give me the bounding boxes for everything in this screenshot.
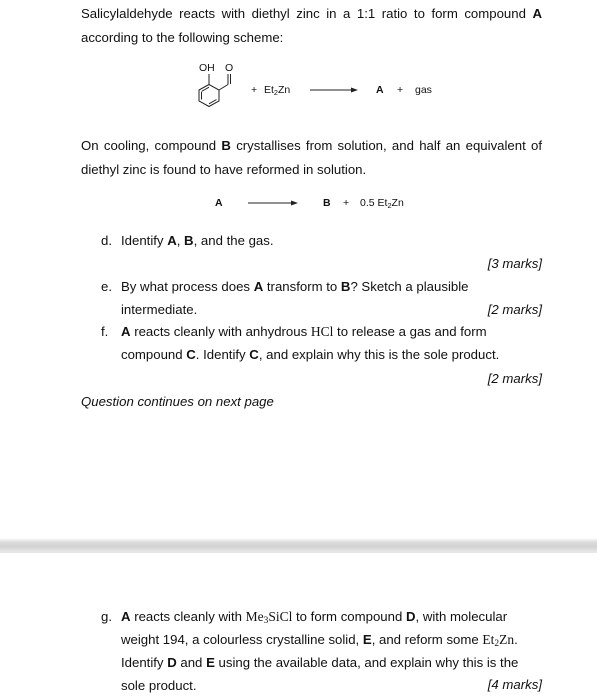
- product-b: B: [323, 197, 331, 209]
- et2zn-formula: $Et_2Zn$: [482, 632, 515, 649]
- page-break-line: [0, 552, 597, 553]
- question-g-text: A reacts cleanly with $Me_3SiCl$ to form compound D, with molecular weight 194, a colourless crystalline solid, E, and reform some $Et_2Zn$. Identify D and E using the available data, and explain why this is the sole product.: [121, 609, 519, 693]
- intro-paragraph: [81, 2, 542, 50]
- question-e-label: e.: [101, 279, 112, 294]
- question-f: [101, 320, 542, 368]
- question-f-label: f.: [101, 324, 109, 339]
- question-e-text: By what process does A transform to B? Sketch a plausible intermediate.: [121, 279, 469, 317]
- question-f-marks: [2 marks]: [487, 371, 542, 386]
- reaction-arrow-2: [248, 199, 298, 207]
- question-d-label: d.: [101, 233, 112, 248]
- question-g-label: g.: [101, 609, 112, 624]
- cooling-paragraph: On cooling, compound B crystallises from solution, and half an equivalent of diethyl zinc is found to have reformed in solution.: [81, 138, 543, 177]
- plus-sign-1: +: [251, 84, 258, 96]
- plus-sign-3: +: [343, 197, 350, 209]
- continues-note: Question continues on next page: [81, 394, 274, 409]
- question-g-marks: [4 marks]: [487, 677, 542, 692]
- hydroxyl-label: OH: [199, 62, 215, 74]
- intro-text: Salicylaldehyde reacts with diethyl zinc in a 1:1 ratio to form compound: [81, 6, 533, 21]
- plus-sign-2: +: [397, 84, 404, 96]
- reaction-arrow-1: [310, 86, 358, 94]
- question-f-text: A reacts cleanly with anhydrous HCl to release a gas and form compound C. Identify C, and explain why this is the sole product.: [121, 324, 500, 362]
- compound-b-label: B: [221, 138, 231, 153]
- question-d: [101, 229, 542, 253]
- half-diethylzinc: 0.5 $Et_2Zn$: [360, 197, 404, 210]
- compound-a-label: A: [532, 6, 542, 21]
- page-break-divider: [0, 538, 597, 552]
- reactant-a: A: [215, 197, 223, 209]
- hcl-formula: HCl: [310, 324, 334, 339]
- intro-text-end: according to the following scheme:: [81, 30, 284, 45]
- question-d-text: Identify A, B, and the gas.: [121, 233, 274, 248]
- gas-label: gas: [415, 84, 432, 96]
- diethylzinc-reagent: $Et_2Zn$: [264, 84, 291, 97]
- carbonyl-o-label: O: [225, 62, 234, 74]
- question-d-marks: [3 marks]: [487, 256, 542, 271]
- me3sicl-formula: $Me_3SiCl$: [245, 609, 293, 626]
- product-a: A: [376, 84, 384, 96]
- question-e-marks: [2 marks]: [487, 302, 542, 317]
